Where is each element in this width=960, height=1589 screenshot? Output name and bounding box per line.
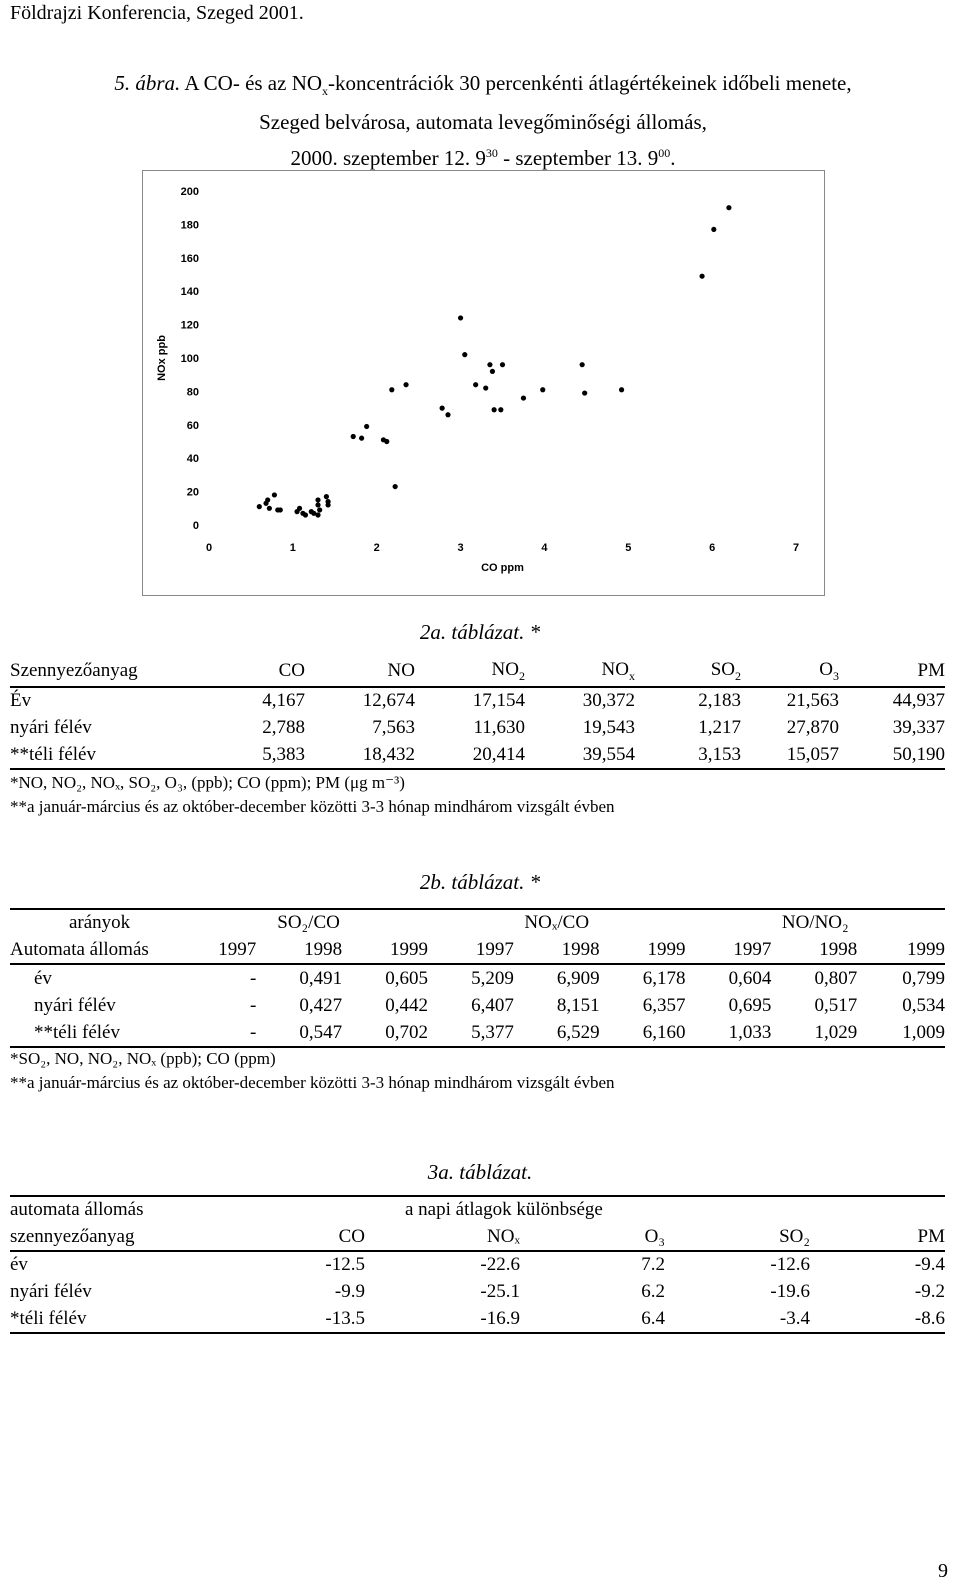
x-tick-label: 4: [541, 542, 548, 554]
table-cell: -12.5: [325, 1254, 365, 1275]
group-header: NO/NO₂: [781, 912, 849, 933]
table-row: [10, 714, 945, 741]
caption-line-1: [18, 68, 948, 107]
scatter-point: [699, 274, 704, 279]
table-cell: -: [249, 967, 257, 989]
table-cell: -9.9: [334, 1280, 365, 1302]
scatter-point: [403, 382, 408, 387]
table-cell: 6,178: [642, 967, 686, 989]
table-cell: 11,630: [473, 716, 525, 738]
scatter-point: [492, 407, 497, 412]
table-2a-header: PM: [917, 660, 945, 681]
station-label: automata állomás: [10, 1199, 144, 1220]
table-cell: 0,517: [814, 994, 858, 1016]
scatter-point: [458, 315, 463, 320]
table-cell: 6,909: [556, 967, 600, 989]
scatter-point: [317, 507, 322, 512]
station-header: Automata állomás: [10, 938, 149, 960]
table-3a-header: CO: [338, 1225, 365, 1247]
scatter-point: [582, 390, 587, 395]
caption-sup-2: 00: [658, 146, 671, 161]
table-3a-header: NOₓ: [487, 1225, 520, 1247]
year-header: 1998: [819, 938, 858, 960]
table-2a-header: $NO_x$: [601, 658, 635, 683]
table-cell: **téli félév: [34, 1021, 120, 1043]
scatter-point: [500, 362, 505, 367]
table-cell: 0,702: [385, 1021, 428, 1043]
table-cell: 7.2: [641, 1254, 665, 1275]
table-cell: -3.4: [779, 1307, 810, 1329]
table-2b-caption-text: 2b. táblázat. *: [419, 870, 541, 894]
table-cell: 18,432: [362, 743, 415, 765]
scatter-point: [359, 436, 364, 441]
table-cell: 1,029: [814, 1021, 858, 1043]
table-cell: 7,563: [372, 716, 415, 738]
scatter-point: [540, 387, 545, 392]
x-tick-label: 3: [457, 542, 464, 554]
table-cell: 6.4: [641, 1307, 665, 1329]
scatter-point: [498, 407, 503, 412]
table-cell: 0,799: [902, 967, 945, 989]
table-cell: 15,057: [786, 743, 839, 765]
scatter-point: [483, 385, 488, 390]
table-2a-header: $SO_2$: [710, 658, 741, 683]
table-2b-note-2: **a január-március és az október-december közötti 3-3 hónap mindhárom vizsgált évben: [10, 1073, 615, 1092]
year-header: 1999: [389, 938, 428, 960]
scatter-point: [619, 387, 624, 392]
scatter-point: [711, 227, 716, 232]
table-cell: -9.4: [914, 1254, 945, 1275]
x-tick-label: 7: [792, 542, 800, 554]
table-row: [10, 687, 945, 714]
table-row: [10, 964, 945, 992]
year-header: 1999: [907, 938, 945, 960]
table-cell: 0,534: [902, 994, 945, 1016]
table-cell: 0,605: [385, 967, 428, 989]
year-header: 1997: [733, 938, 772, 960]
table-cell: -22.6: [480, 1254, 520, 1275]
table-cell: 1,009: [902, 1021, 945, 1043]
table-cell: 6,529: [556, 1021, 600, 1043]
scatter-point: [580, 362, 585, 367]
table-2a-header-row: [10, 656, 945, 687]
table-2a-caption-text: 2a. táblázat. *: [419, 620, 541, 644]
scatter-point: [324, 494, 329, 499]
table-2b-caption: [0, 870, 960, 895]
year-header: 1997: [218, 938, 257, 960]
scatter-point: [440, 406, 445, 411]
table-2a-header: CO: [278, 660, 305, 681]
table-cell: év: [34, 967, 52, 989]
scatter-point: [487, 362, 492, 367]
scatter-point: [315, 502, 320, 507]
table-2a-header: Szennyezőanyag: [10, 660, 138, 681]
table-2a-note-2: **a január-március és az október-december közötti 3-3 hónap mindhárom vizsgált évben: [10, 797, 615, 816]
table-2a-header: NO: [387, 660, 415, 681]
table-cell: 0,491: [299, 967, 343, 989]
table-row: [10, 992, 945, 1019]
table-cell: nyári félév: [10, 1280, 92, 1302]
table-cell: 5,209: [471, 967, 514, 989]
table-cell: 6,407: [471, 994, 514, 1016]
table-cell: 39,554: [582, 743, 635, 765]
table-cell: 21,563: [786, 690, 839, 711]
table-cell: **téli félév: [10, 743, 96, 765]
table-cell: 17,154: [472, 690, 525, 711]
y-tick-label: 180: [180, 219, 199, 232]
page-number: 9: [938, 1560, 948, 1582]
figure-label: 5. ábra.: [114, 71, 181, 95]
table-2a-header: $NO_2$: [491, 658, 525, 683]
y-tick-label: 20: [186, 486, 199, 499]
table-cell: -25.1: [480, 1280, 520, 1302]
table-2b-year-row: [10, 936, 945, 964]
scatter-point: [257, 504, 262, 509]
table-cell: 2,788: [262, 716, 305, 738]
scatter-point: [726, 205, 731, 210]
table-cell: *téli félév: [10, 1307, 87, 1329]
y-tick-label: 100: [180, 353, 199, 365]
y-tick-label: 0: [192, 520, 199, 532]
table-2a-note-1: *NO, NO₂, NOₓ, SO₂, O₃, (ppb); CO (ppm); PM (μg m⁻³): [10, 773, 405, 792]
scatter-point: [297, 506, 302, 511]
x-tick-label: 5: [625, 542, 632, 554]
y-tick-label: 40: [186, 453, 199, 466]
table-2b-group-row: [10, 909, 945, 936]
scatter-point: [315, 497, 320, 502]
table-2a-header: $O_3$: [819, 658, 839, 683]
y-tick-label: 120: [180, 319, 199, 332]
table-3a-header: PM: [917, 1225, 945, 1247]
table-cell: 1,217: [698, 716, 741, 738]
figure-caption: [18, 68, 948, 174]
table-row: [10, 1251, 945, 1278]
chart-svg: [143, 171, 824, 595]
table-cell: 6.2: [641, 1280, 665, 1302]
scatter-point: [384, 439, 389, 444]
table-2b: [10, 908, 945, 1048]
x-tick-label: 6: [709, 542, 716, 554]
table-row: [10, 741, 945, 769]
diff-label: a napi átlagok különbsége: [405, 1199, 603, 1220]
table-3a: [10, 1195, 945, 1334]
x-axis-label: CO ppm: [481, 562, 524, 574]
table-cell: 4,167: [262, 690, 305, 711]
caption-sup-1: 30: [485, 146, 498, 161]
scatter-point: [303, 512, 308, 517]
scatter-point: [473, 382, 478, 387]
table-cell: 0,547: [299, 1021, 343, 1043]
y-tick-label: 80: [186, 386, 199, 399]
scatter-point: [325, 502, 330, 507]
table-row: [10, 1305, 945, 1333]
table-cell: 12,674: [362, 690, 415, 711]
scatter-point: [272, 492, 277, 497]
scatter-point: [267, 506, 272, 511]
table-cell: nyári félév: [34, 994, 116, 1016]
table-cell: -12.6: [770, 1254, 810, 1275]
x-tick-label: 1: [289, 542, 296, 554]
table-cell: 0,604: [728, 967, 772, 989]
caption-text-3a: 2000. szeptember 12. 9: [290, 146, 486, 171]
table-cell: 6,357: [642, 994, 686, 1016]
table-cell: -13.5: [325, 1307, 365, 1329]
caption-sub: x: [322, 84, 329, 99]
group-header: SO₂/CO: [277, 912, 340, 933]
table-3a-caption: [0, 1160, 960, 1185]
table-2b-note-1: *SO₂, NO, NO₂, NOₓ (ppb); CO (ppm): [10, 1049, 276, 1068]
table-cell: -: [249, 994, 257, 1016]
ratio-label: arányok: [68, 912, 131, 933]
table-cell: 0,427: [299, 994, 343, 1016]
table-3a-header: O₃: [644, 1225, 665, 1247]
table-row: [10, 1278, 945, 1305]
table-3a-caption-text: 3a. táblázat.: [427, 1160, 533, 1184]
scatter-point: [351, 434, 356, 439]
table-cell: nyári félév: [10, 716, 92, 738]
table-cell: 39,337: [892, 716, 945, 738]
scatter-point: [265, 497, 270, 502]
x-tick-label: 0: [205, 542, 213, 554]
y-tick-label: 140: [180, 286, 199, 299]
table-cell: -: [249, 1021, 257, 1043]
scatter-point: [389, 387, 394, 392]
running-header: Földrajzi Konferencia, Szeged 2001.: [10, 2, 304, 24]
table-cell: év: [10, 1254, 28, 1275]
table-cell: 0,807: [814, 967, 858, 989]
scatter-point: [521, 395, 526, 400]
year-header: 1997: [475, 938, 514, 960]
table-cell: 44,937: [892, 690, 945, 711]
pollutant-label: szennyezőanyag: [10, 1225, 135, 1247]
table-cell: 27,870: [786, 716, 839, 738]
scatter-point: [315, 512, 320, 517]
scatter-chart: [142, 170, 825, 596]
y-tick-label: 160: [180, 252, 199, 265]
caption-text-3c: .: [670, 146, 676, 171]
table-cell: -16.9: [480, 1307, 520, 1329]
table-cell: 0,695: [728, 994, 772, 1016]
scatter-point: [393, 484, 398, 489]
caption-text-1b: -koncentrációk 30 percenkénti átlagértékeinek időbeli menete,: [328, 71, 852, 95]
y-axis-label: NOx ppb: [156, 335, 168, 381]
table-3a-header: SO₂: [779, 1225, 810, 1247]
table-2a: [10, 656, 945, 770]
year-header: 1998: [304, 938, 343, 960]
group-header: NOₓ/CO: [524, 912, 590, 933]
table-row: [10, 1019, 945, 1047]
scatter-point: [490, 369, 495, 374]
x-tick-label: 2: [373, 542, 380, 554]
y-tick-label: 60: [186, 419, 199, 432]
y-tick-label: 200: [180, 186, 199, 198]
scatter-point: [445, 412, 450, 417]
table-cell: 2,183: [698, 690, 741, 711]
table-cell: 1,033: [728, 1021, 772, 1043]
table-cell: 30,372: [582, 690, 635, 711]
table-cell: 20,414: [472, 743, 525, 765]
table-cell: 3,153: [698, 743, 741, 765]
caption-text-3b: - szeptember 13. 9: [497, 146, 659, 171]
year-header: 1998: [561, 938, 600, 960]
table-cell: 6,160: [642, 1021, 686, 1043]
table-cell: Év: [10, 690, 32, 711]
scatter-point: [364, 424, 369, 429]
caption-text-1a: A CO- és az NO: [184, 71, 323, 95]
table-3a-header-row: [10, 1223, 945, 1251]
table-2a-caption: [0, 620, 960, 645]
caption-line-3: [18, 138, 948, 174]
year-header: 1999: [647, 938, 686, 960]
table-cell: 8,151: [556, 994, 600, 1016]
table-cell: 0,442: [385, 994, 428, 1016]
table-cell: 5,377: [471, 1021, 514, 1043]
caption-line-2: Szeged belvárosa, automata levegőminőségi állomás,: [259, 110, 707, 135]
scatter-point: [278, 507, 283, 512]
table-cell: -8.6: [914, 1307, 945, 1329]
table-3a-top-row: [10, 1196, 945, 1223]
table-cell: -9.2: [914, 1280, 945, 1302]
table-cell: 19,543: [582, 716, 635, 738]
scatter-point: [462, 352, 467, 357]
table-cell: -19.6: [770, 1280, 810, 1302]
table-cell: 50,190: [892, 743, 945, 765]
table-cell: 5,383: [262, 743, 305, 765]
